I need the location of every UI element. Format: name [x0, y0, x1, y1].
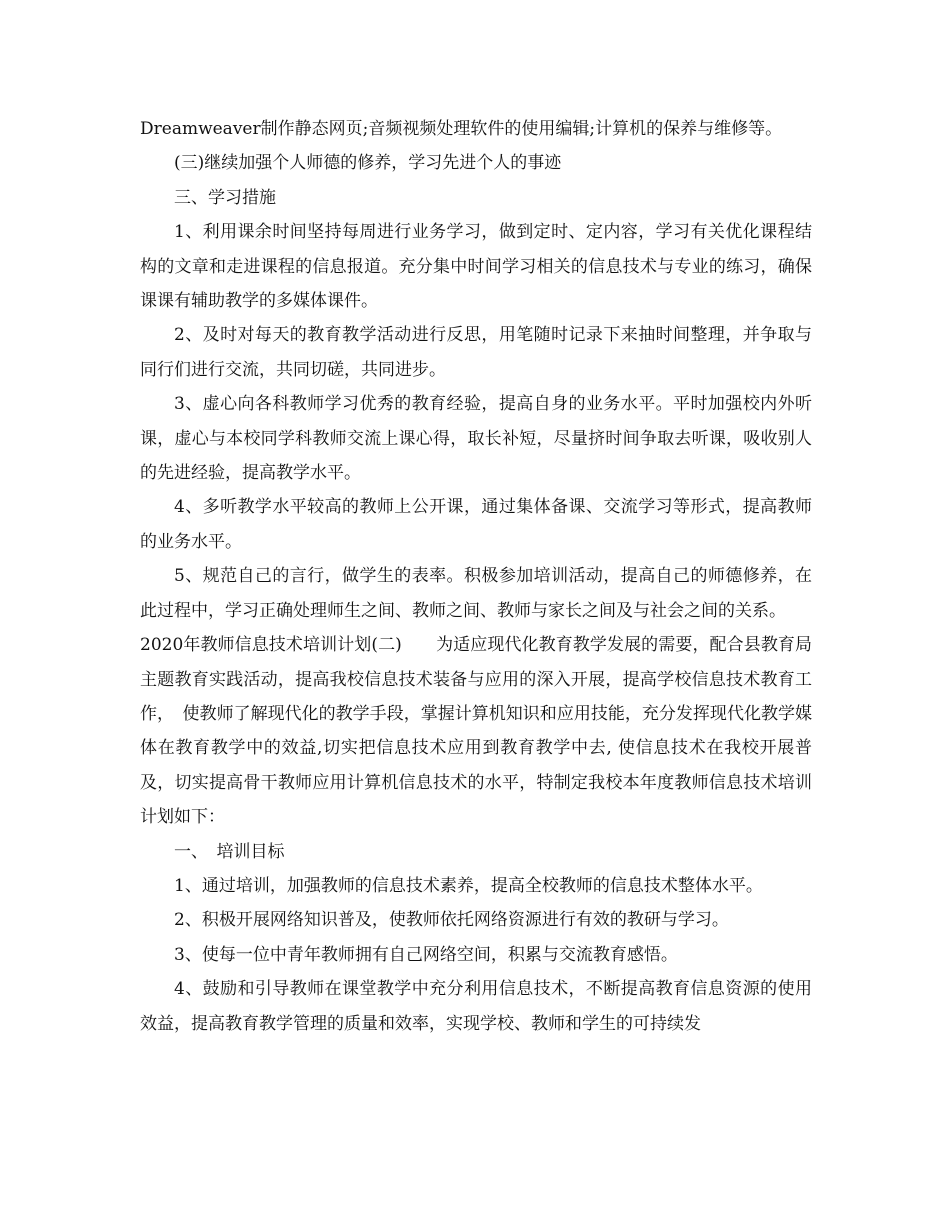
goal-item-2: 2、积极开展网络知识普及，使教师依托网络资源进行有效的教研与学习。 [174, 910, 729, 931]
plan-two-intro: 2020年教师信息技术培训计划(二) 为适应现代化教育教学发展的需要，配合县教育局主题教育实践活动，提高我校信息技术装备与应用的深入开展，提高学校信息技术教育工作， 使教师了解现代化的教学手段，掌握计算机知识和应用技能，充分发挥现代化教学媒体在教育教学中的效益,切实把信息技术应用到教育教学中去, 使信息技术在我校开展普及，切实提高骨干教师应用计算机信息技术的水平，特制定我校本年度教师信息技术培训计划如下： [140, 635, 812, 828]
measure-item-3: 3、虚心向各科教师学习优秀的教育经验，提高自身的业务水平。平时加强校内外听课，虚心与本校同学科教师交流上课心得，取长补短，尽量挤时间争取去听课，吸收别人的先进经验，提高教学水平。 [140, 394, 812, 484]
document-page [140, 112, 812, 1041]
paragraph-software-skills: Dreamweaver制作静态网页;音频视频处理软件的使用编辑;计算机的保养与维修等。 [140, 119, 783, 139]
section-heading-goals: 一、 培训目标 [174, 841, 285, 862]
paragraph-ethics: (三)继续加强个人师德的修养，学习先进个人的事迹 [174, 153, 562, 174]
measure-item-2: 2、及时对每天的教育教学活动进行反思，用笔随时记录下来抽时间整理，并争取与同行们进行交流，共同切磋，共同进步。 [140, 325, 812, 380]
measure-item-5: 5、规范自己的言行，做学生的表率。积极参加培训活动，提高自己的师德修养，在此过程中，学习正确处理师生之间、教师之间、教师与家长之间及与社会之间的关系。 [140, 566, 812, 621]
section-heading-measures: 三、学习措施 [174, 187, 276, 208]
goal-item-3: 3、使每一位中青年教师拥有自己网络空间，积累与交流教育感悟。 [174, 944, 678, 965]
measure-item-4: 4、多听教学水平较高的教师上公开课，通过集体备课、交流学习等形式，提高教师的业务水平。 [140, 497, 812, 552]
goal-item-1: 1、通过培训，加强教师的信息技术素养，提高全校教师的信息技术整体水平。 [174, 875, 763, 896]
measure-item-1: 1、利用课余时间坚持每周进行业务学习，做到定时、定内容，学习有关优化课程结构的文章和走进课程的信息报道。充分集中时间学习相关的信息技术与专业的练习，确保课课有辅助教学的多媒体课件。 [140, 222, 812, 312]
goal-item-4: 4、鼓励和引导教师在课堂教学中充分利用信息技术，不断提高教育信息资源的使用效益，提高教育教学管理的质量和效率，实现学校、教师和学生的可持续发 [140, 979, 812, 1034]
